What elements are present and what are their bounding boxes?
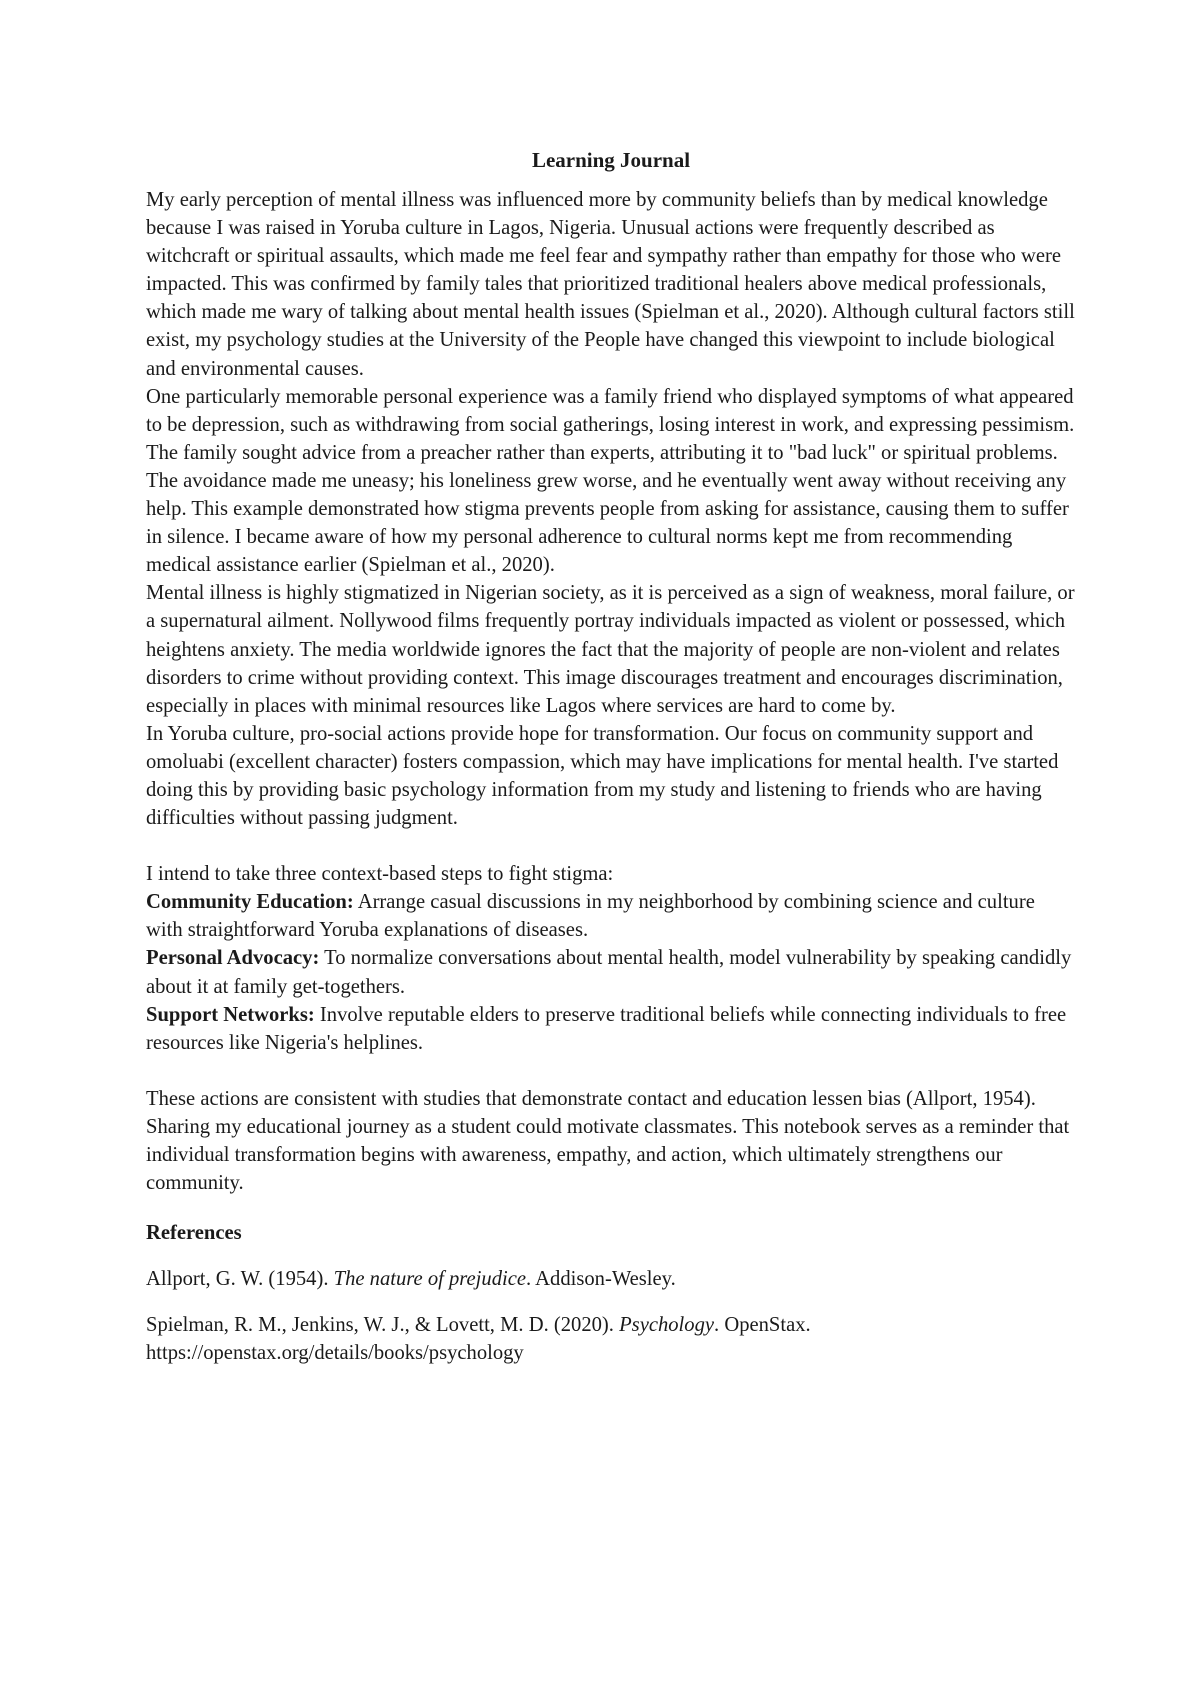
step-text: To normalize conversations about mental health, model vulnerability by speaking candidly about it at family get-togethers. — [146, 947, 1072, 998]
paragraph-early-perception: My early perception of mental illness was influenced more by community beliefs than by medical knowledge because I was raised in Yoruba culture in Lagos, Nigeria. Unusual actions were frequently described as witchcraft or spiritual assaults, which made me feel fear and sympathy rather than empathy for those who were impacted. This was confirmed by family tales that prioritized traditional healers above medical professionals, which made me wary of talking about mental health issues (Spielman et al., 2020). Although cultural factors still exist, my psychology studies at the University of the People have changed this viewpoint to include biological and environmental causes. — [146, 189, 1075, 380]
spacer — [146, 832, 1076, 860]
document-body — [146, 146, 1076, 1385]
step-personal-advocacy — [146, 944, 1076, 1000]
reference-spielman — [146, 1311, 1076, 1367]
step-label: Community Education: — [146, 891, 354, 914]
document-title: Learning Journal — [531, 148, 691, 172]
spacer — [146, 1057, 1076, 1085]
references-heading: References — [146, 1222, 242, 1245]
reference-text: Spielman, R. M., Jenkins, W. J., & Lovett, M. D. (2020). — [146, 1314, 620, 1337]
reference-text: . Addison-Wesley. — [526, 1268, 676, 1291]
step-text: Involve reputable elders to preserve traditional beliefs while connecting individuals to free resources like Nigeria's helplines. — [146, 1003, 1067, 1054]
paragraph-conclusion: These actions are consistent with studies that demonstrate contact and education lessen bias (Allport, 1954). Sharing my educational journey as a student could motivate classmates. This notebook serves as a reminder that individual transformation begins with awareness, empathy, and action, which ultimately strengthens our community. — [146, 1087, 1070, 1195]
reference-title: The nature of prejudice — [333, 1268, 527, 1291]
reference-text: . OpenStax. https://openstax.org/details/books/psychology — [146, 1314, 811, 1365]
paragraph-yoruba-culture: In Yoruba culture, pro-social actions provide hope for transformation. Our focus on community support and omoluabi (excellent character) fosters compassion, which may have implications for mental health. I've started doing this by providing basic psychology information from my study and listening to friends who are having difficulties without passing judgment. — [146, 722, 1059, 830]
paragraph-stigma-society: Mental illness is highly stigmatized in Nigerian society, as it is perceived as a sign of weakness, moral failure, or a supernatural ailment. Nollywood films frequently portray individuals impacted as violent or possessed, which heightens anxiety. The media worldwide ignores the fact that the majority of people are non-violent and relates disorders to crime without providing context. This image discourages treatment and encourages discrimination, especially in places with minimal resources like Lagos where services are hard to come by. — [146, 582, 1075, 717]
steps-intro: I intend to take three context-based steps to fight stigma: — [146, 863, 614, 886]
reference-allport — [146, 1265, 1076, 1293]
step-support-networks — [146, 1001, 1076, 1057]
step-label: Personal Advocacy: — [146, 947, 320, 970]
step-text: Arrange casual discussions in my neighborhood by combining science and culture with straightforward Yoruba explanations of diseases. — [146, 891, 1035, 942]
step-label: Support Networks: — [146, 1003, 315, 1026]
step-community-education — [146, 888, 1076, 944]
reference-text: Allport, G. W. (1954). — [146, 1268, 334, 1291]
reference-title: Psychology — [619, 1314, 715, 1337]
paragraph-personal-experience: One particularly memorable personal experience was a family friend who displayed symptoms of what appeared to be depression, such as withdrawing from social gatherings, losing interest in work, and expressing pessimism. The family sought advice from a preacher rather than experts, attributing it to "bad luck" or spiritual problems. The avoidance made me uneasy; his loneliness grew worse, and he eventually went away without receiving any help. This example demonstrated how stigma prevents people from asking for assistance, causing them to suffer in silence. I became aware of how my personal adherence to cultural norms kept me from recommending medical assistance earlier (Spielman et al., 2020). — [146, 385, 1075, 577]
